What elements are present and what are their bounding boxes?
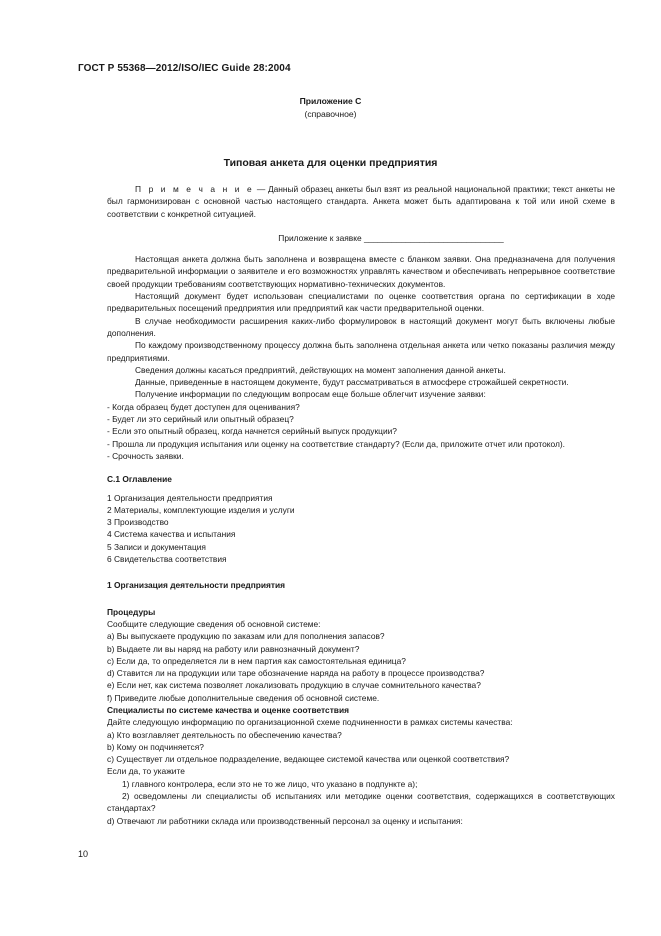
intro-paragraph: По каждому производственному процессу должна быть заполнена отдельная анкета или четко показаны различия между предприятиями.	[107, 340, 615, 363]
procedures-intro: Сообщите следующие сведения об основной системе:	[107, 618, 321, 629]
toc-item: 4 Система качества и испытания	[107, 529, 236, 540]
intro-paragraph: Получение информации по следующим вопросам еще больше облегчит изучение заявки:	[135, 389, 486, 400]
specialists-heading: Специалисты по системе качества и оценке соответствия	[107, 704, 349, 715]
page-number: 10	[78, 849, 89, 859]
annex-title: Приложение С	[299, 96, 362, 106]
intro-paragraph: Настоящий документ будет использован специалистами по оценке соответствия органа по сертификации в ходе предварительных посещений предприятия или предприятий как части предварительной оценки.	[107, 291, 615, 314]
application-line: Приложение к заявке ______________________________	[278, 232, 504, 243]
specialists-item: c) Существует ли отдельное подразделение, ведающее системой качества или оценкой соответствия?	[107, 754, 510, 765]
toc-item: 5 Записи и документация	[107, 541, 206, 552]
toc-item: 6 Свидетельства соответствия	[107, 554, 227, 565]
procedures-item: f) Приведите любые дополнительные сведения об основной системе.	[107, 692, 380, 703]
intro-question: - Срочность заявки.	[107, 450, 184, 461]
procedures-item: b) Выдаете ли вы наряд на работу или равнозначный документ?	[107, 643, 360, 654]
procedures-item: c) Если да, то определяется ли в нем партия как самостоятельная единица?	[107, 655, 406, 666]
intro-question: - Прошла ли продукция испытания или оценку на соответствие стандарту? (Если да, приложите отчет или протокол).	[107, 438, 566, 449]
specialists-item: b) Кому он подчиняется?	[107, 741, 204, 752]
note-label: П р и м е ч а н и е	[135, 184, 255, 194]
specialists-item: a) Кто возглавляет деятельность по обеспечению качества?	[107, 729, 342, 740]
toc-item: 2 Материалы, комплектующие изделия и услуги	[107, 504, 295, 515]
procedures-item: e) Если нет, как система позволяет локализовать продукцию в случае сомнительного качества?	[107, 680, 481, 691]
intro-paragraph: Данные, приведенные в настоящем документе, будут рассматриваться в атмосфере строжайшей секретности.	[135, 377, 569, 388]
standard-header: ГОСТ Р 55368—2012/ISO/IEC Guide 28:2004	[78, 63, 291, 74]
main-title: Типовая анкета для оценки предприятия	[223, 157, 438, 169]
toc-heading: С.1 Оглавление	[107, 474, 172, 485]
toc-item: 1 Организация деятельности предприятия	[107, 492, 273, 503]
specialists-item: d) Отвечают ли работники склада или производственный персонал за оценку и испытания:	[107, 815, 463, 826]
intro-paragraph: Настоящая анкета должна быть заполнена и возвращена вместе с бланком заявки. Она предназначена для получения предварительной информации о заявителе и его возможностях управлять качеством и обеспечивать непрерывное соответствие своей продукции требованиям соответствующих нормативно-технических документов.	[107, 254, 615, 289]
section1-heading: 1 Организация деятельности предприятия	[107, 580, 286, 591]
sub-item: 1) главного контролера, если это не то же лицо, что указано в подпункте a);	[122, 778, 418, 789]
procedures-heading: Процедуры	[107, 606, 156, 617]
sub-item: 2) осведомлены ли специалисты об испытаниях или методике оценки соответствия, содержащихся в соответствующих стандартах?	[107, 791, 615, 814]
intro-question: - Когда образец будет доступен для оценивания?	[107, 401, 300, 412]
annex-subtitle: (справочное)	[304, 109, 357, 119]
note-paragraph	[107, 183, 615, 220]
intro-paragraph: Сведения должны касаться предприятий, действующих на момент заполнения данной анкеты.	[135, 364, 506, 375]
document-body	[107, 183, 615, 827]
toc-item: 3 Производство	[107, 517, 169, 528]
specialists-intro: Дайте следующую информацию по организационной схеме подчиненности в рамках системы качества:	[107, 717, 513, 728]
procedures-item: a) Вы выпускаете продукцию по заказам или для пополнения запасов?	[107, 631, 385, 642]
procedures-item: d) Ставится ли на продукции или таре обозначение наряда на работу в процессе производства?	[107, 668, 485, 679]
intro-question: - Если это опытный образец, когда начнется серийный выпуск продукции?	[107, 426, 397, 437]
intro-question: - Будет ли это серийный или опытный образец?	[107, 414, 294, 425]
if-yes-line: Если да, то укажите	[107, 766, 185, 777]
note-text: — Данный образец анкеты был взят из реальной национальной практики; текст анкеты не был гармонизирован с основной частью настоящего стандарта. Анкета может быть адаптирована к той или иной схеме в соответствии с конкретной ситуацией.	[107, 184, 616, 219]
intro-paragraph: В случае необходимости расширения каких-либо формулировок в настоящий документ могут быть включены любые дополнения.	[107, 315, 615, 338]
